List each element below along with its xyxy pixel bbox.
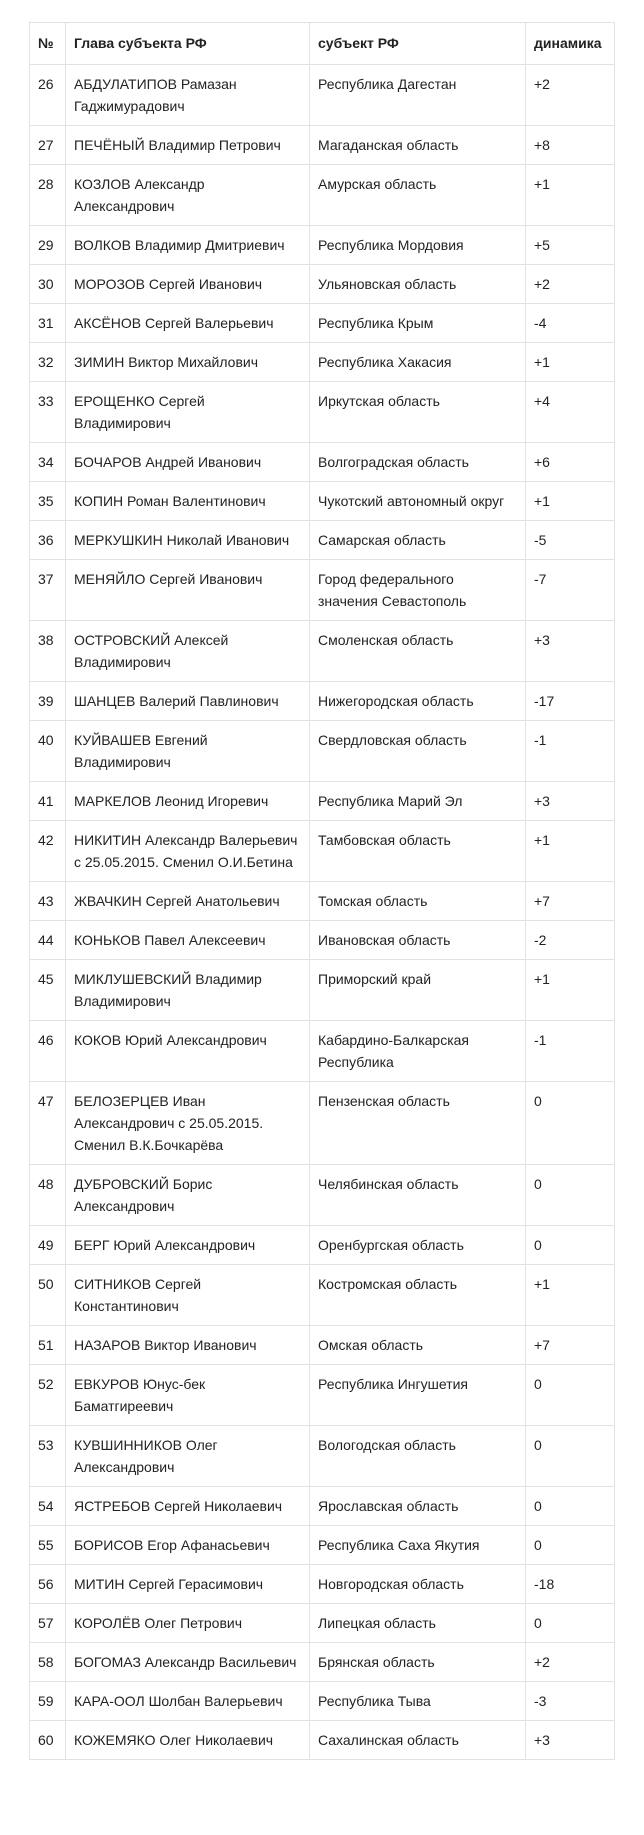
table-row (30, 1426, 615, 1487)
region-name: Смоленская область (310, 621, 526, 682)
region-name: Республика Хакасия (310, 343, 526, 382)
row-number: 52 (30, 1365, 66, 1426)
governor-name: БОГОМАЗ Александр Васильевич (66, 1643, 310, 1682)
rating-dynamics: +1 (526, 165, 615, 226)
row-number: 59 (30, 1682, 66, 1721)
rating-dynamics: -5 (526, 521, 615, 560)
governor-name: БЕРГ Юрий Александрович (66, 1226, 310, 1265)
row-number: 45 (30, 960, 66, 1021)
rating-dynamics: +1 (526, 821, 615, 882)
row-number: 36 (30, 521, 66, 560)
table-row (30, 382, 615, 443)
table-row (30, 1021, 615, 1082)
governor-name: АБДУЛАТИПОВ Рамазан Гаджимурадович (66, 65, 310, 126)
governor-name: МОРОЗОВ Сергей Иванович (66, 265, 310, 304)
governor-name: СИТНИКОВ Сергей Константинович (66, 1265, 310, 1326)
rating-dynamics: 0 (526, 1526, 615, 1565)
governor-name: КОПИН Роман Валентинович (66, 482, 310, 521)
region-name: Республика Тыва (310, 1682, 526, 1721)
region-name: Чукотский автономный округ (310, 482, 526, 521)
rating-dynamics: +8 (526, 126, 615, 165)
governor-name: АКСЁНОВ Сергей Валерьевич (66, 304, 310, 343)
region-name: Костромская область (310, 1265, 526, 1326)
region-name: Пензенская область (310, 1082, 526, 1165)
governor-name: ЕРОЩЕНКО Сергей Владимирович (66, 382, 310, 443)
table-row (30, 126, 615, 165)
region-name: Республика Саха Якутия (310, 1526, 526, 1565)
header-row (30, 23, 615, 65)
region-name: Вологодская область (310, 1426, 526, 1487)
region-name: Ульяновская область (310, 265, 526, 304)
region-name: Новгородская область (310, 1565, 526, 1604)
table-row (30, 682, 615, 721)
rating-dynamics: -4 (526, 304, 615, 343)
region-name: Амурская область (310, 165, 526, 226)
rating-dynamics: -2 (526, 921, 615, 960)
region-name: Тамбовская область (310, 821, 526, 882)
row-number: 40 (30, 721, 66, 782)
governor-name: ЕВКУРОВ Юнус-бек Баматгиреевич (66, 1365, 310, 1426)
rating-dynamics: 0 (526, 1165, 615, 1226)
row-number: 37 (30, 560, 66, 621)
row-number: 60 (30, 1721, 66, 1760)
rating-dynamics: 0 (526, 1604, 615, 1643)
table-row (30, 882, 615, 921)
row-number: 55 (30, 1526, 66, 1565)
row-number: 46 (30, 1021, 66, 1082)
rating-dynamics: +3 (526, 621, 615, 682)
table-row (30, 265, 615, 304)
row-number: 47 (30, 1082, 66, 1165)
table-row (30, 921, 615, 960)
governor-name: НАЗАРОВ Виктор Иванович (66, 1326, 310, 1365)
governor-name: БЕЛОЗЕРЦЕВ Иван Александрович с 25.05.2015. Сменил В.К.Бочкарёва (66, 1082, 310, 1165)
table-row (30, 1165, 615, 1226)
governor-name: МЕРКУШКИН Николай Иванович (66, 521, 310, 560)
rating-dynamics: 0 (526, 1487, 615, 1526)
region-name: Город федерального значения Севастополь (310, 560, 526, 621)
governor-name: БОРИСОВ Егор Афанасьевич (66, 1526, 310, 1565)
rating-dynamics: +3 (526, 782, 615, 821)
table-body (30, 65, 615, 1760)
governor-name: ЖВАЧКИН Сергей Анатольевич (66, 882, 310, 921)
governor-name: ОСТРОВСКИЙ Алексей Владимирович (66, 621, 310, 682)
region-name: Республика Марий Эл (310, 782, 526, 821)
region-name: Иркутская область (310, 382, 526, 443)
table-row (30, 343, 615, 382)
table-row (30, 165, 615, 226)
table-row (30, 721, 615, 782)
table-row (30, 1326, 615, 1365)
rating-dynamics: +3 (526, 1721, 615, 1760)
governor-name: КОНЬКОВ Павел Алексеевич (66, 921, 310, 960)
governors-rating-table (29, 22, 615, 1760)
region-name: Республика Ингушетия (310, 1365, 526, 1426)
table-row (30, 1487, 615, 1526)
column-header-region: субъект РФ (310, 23, 526, 65)
table-row (30, 782, 615, 821)
table-row (30, 1365, 615, 1426)
region-name: Ярославская область (310, 1487, 526, 1526)
region-name: Липецкая область (310, 1604, 526, 1643)
row-number: 29 (30, 226, 66, 265)
rating-dynamics: -1 (526, 1021, 615, 1082)
rating-dynamics: -17 (526, 682, 615, 721)
column-header-dynamics: динамика (526, 23, 615, 65)
row-number: 44 (30, 921, 66, 960)
rating-dynamics: 0 (526, 1082, 615, 1165)
row-number: 43 (30, 882, 66, 921)
table-row (30, 443, 615, 482)
row-number: 30 (30, 265, 66, 304)
rating-dynamics: -7 (526, 560, 615, 621)
table-row (30, 1604, 615, 1643)
region-name: Омская область (310, 1326, 526, 1365)
row-number: 33 (30, 382, 66, 443)
column-header-number: № (30, 23, 66, 65)
governor-name: КОЖЕМЯКО Олег Николаевич (66, 1721, 310, 1760)
governor-name: КОЗЛОВ Александр Александрович (66, 165, 310, 226)
table-row (30, 482, 615, 521)
region-name: Республика Дагестан (310, 65, 526, 126)
region-name: Брянская область (310, 1643, 526, 1682)
row-number: 27 (30, 126, 66, 165)
table-row (30, 1565, 615, 1604)
table-row (30, 226, 615, 265)
rating-dynamics: +6 (526, 443, 615, 482)
row-number: 41 (30, 782, 66, 821)
region-name: Республика Мордовия (310, 226, 526, 265)
region-name: Челябинская область (310, 1165, 526, 1226)
row-number: 26 (30, 65, 66, 126)
region-name: Томская область (310, 882, 526, 921)
governor-name: КУВШИННИКОВ Олег Александрович (66, 1426, 310, 1487)
table-row (30, 304, 615, 343)
table-row (30, 960, 615, 1021)
rating-dynamics: +1 (526, 343, 615, 382)
table-row (30, 65, 615, 126)
row-number: 50 (30, 1265, 66, 1326)
rating-dynamics: -18 (526, 1565, 615, 1604)
governor-name: БОЧАРОВ Андрей Иванович (66, 443, 310, 482)
region-name: Свердловская область (310, 721, 526, 782)
region-name: Кабардино-Балкарская Республика (310, 1021, 526, 1082)
rating-dynamics: +1 (526, 1265, 615, 1326)
row-number: 56 (30, 1565, 66, 1604)
row-number: 53 (30, 1426, 66, 1487)
rating-dynamics: -1 (526, 721, 615, 782)
row-number: 49 (30, 1226, 66, 1265)
rating-dynamics: 0 (526, 1365, 615, 1426)
row-number: 32 (30, 343, 66, 382)
governor-name: ЯСТРЕБОВ Сергей Николаевич (66, 1487, 310, 1526)
region-name: Магаданская область (310, 126, 526, 165)
governor-name: ДУБРОВСКИЙ Борис Александрович (66, 1165, 310, 1226)
table-row (30, 821, 615, 882)
region-name: Приморский край (310, 960, 526, 1021)
governor-name: НИКИТИН Александр Валерьевич с 25.05.2015. Сменил О.И.Бетина (66, 821, 310, 882)
rating-dynamics: +4 (526, 382, 615, 443)
row-number: 31 (30, 304, 66, 343)
row-number: 38 (30, 621, 66, 682)
row-number: 51 (30, 1326, 66, 1365)
table-row (30, 1526, 615, 1565)
table-row (30, 1682, 615, 1721)
column-header-governor: Глава субъекта РФ (66, 23, 310, 65)
table-row (30, 1721, 615, 1760)
region-name: Самарская область (310, 521, 526, 560)
governor-name: МИКЛУШЕВСКИЙ Владимир Владимирович (66, 960, 310, 1021)
governor-name: ЗИМИН Виктор Михайлович (66, 343, 310, 382)
governor-name: ВОЛКОВ Владимир Дмитриевич (66, 226, 310, 265)
rating-dynamics: +5 (526, 226, 615, 265)
governor-name: МАРКЕЛОВ Леонид Игоревич (66, 782, 310, 821)
rating-dynamics: +1 (526, 482, 615, 521)
row-number: 39 (30, 682, 66, 721)
rating-dynamics: 0 (526, 1426, 615, 1487)
table-row (30, 621, 615, 682)
region-name: Нижегородская область (310, 682, 526, 721)
governor-name: КАРА-ООЛ Шолбан Валерьевич (66, 1682, 310, 1721)
rating-dynamics: +7 (526, 882, 615, 921)
table-row (30, 1643, 615, 1682)
row-number: 28 (30, 165, 66, 226)
governor-name: МИТИН Сергей Герасимович (66, 1565, 310, 1604)
table-header (30, 23, 615, 65)
row-number: 35 (30, 482, 66, 521)
rating-dynamics: +2 (526, 265, 615, 304)
governor-name: ШАНЦЕВ Валерий Павлинович (66, 682, 310, 721)
region-name: Ивановская область (310, 921, 526, 960)
region-name: Сахалинская область (310, 1721, 526, 1760)
governor-name: КУЙВАШЕВ Евгений Владимирович (66, 721, 310, 782)
rating-dynamics: +2 (526, 65, 615, 126)
rating-dynamics: 0 (526, 1226, 615, 1265)
governor-name: МЕНЯЙЛО Сергей Иванович (66, 560, 310, 621)
governor-name: КОКОВ Юрий Александрович (66, 1021, 310, 1082)
rating-dynamics: -3 (526, 1682, 615, 1721)
table-row (30, 560, 615, 621)
table-row (30, 1226, 615, 1265)
row-number: 54 (30, 1487, 66, 1526)
rating-dynamics: +7 (526, 1326, 615, 1365)
table-row (30, 1265, 615, 1326)
row-number: 34 (30, 443, 66, 482)
row-number: 42 (30, 821, 66, 882)
region-name: Оренбургская область (310, 1226, 526, 1265)
row-number: 57 (30, 1604, 66, 1643)
row-number: 58 (30, 1643, 66, 1682)
region-name: Волгоградская область (310, 443, 526, 482)
region-name: Республика Крым (310, 304, 526, 343)
governor-name: ПЕЧЁНЫЙ Владимир Петрович (66, 126, 310, 165)
rating-dynamics: +2 (526, 1643, 615, 1682)
governor-name: КОРОЛЁВ Олег Петрович (66, 1604, 310, 1643)
table-row (30, 1082, 615, 1165)
table-row (30, 521, 615, 560)
row-number: 48 (30, 1165, 66, 1226)
rating-dynamics: +1 (526, 960, 615, 1021)
